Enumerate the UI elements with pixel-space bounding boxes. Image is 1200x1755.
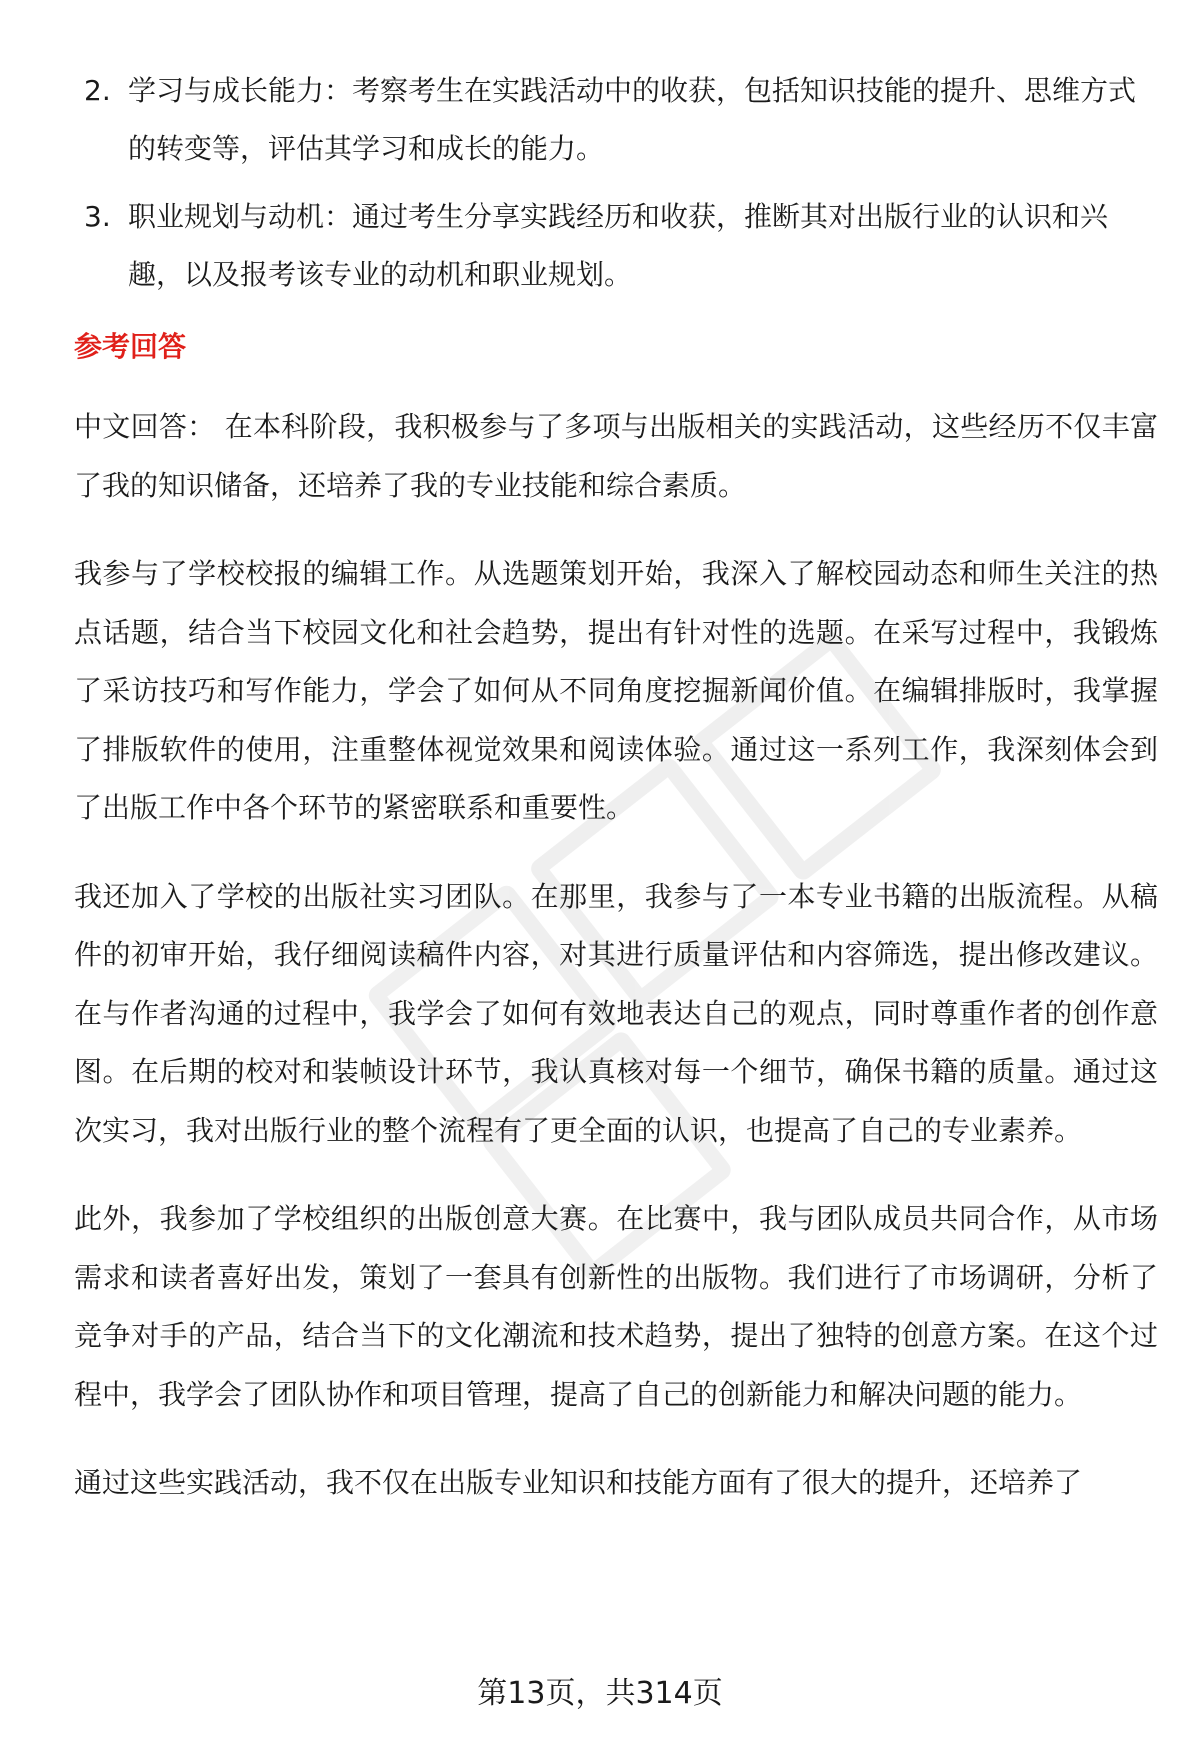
paragraph: 我还加入了学校的出版社实习团队。在那里，我参与了一本专业书籍的出版流程。从稿件的初审开始，我仔细阅读稿件内容，对其进行质量评估和内容筛选，提出修改建议。在与作者沟通的过程中，我学会了如何有效地表达自己的观点，同时尊重作者的创作意图。在后期的校对和装帧设计环节，我认真核对每一个细节，确保书籍的质量。通过这次实习，我对出版行业的整个流程有了更全面的认识，也提高了自己的专业素养。 [74,879,1158,1147]
list-item-number: 2. [84,74,111,107]
document-body [74,62,1158,1543]
paragraph: 我参与了学校校报的编辑工作。从选题策划开始，我深入了解校园动态和师生关注的热点话题，结合当下校园文化和社会趋势，提出有针对性的选题。在采写过程中，我锻炼了采访技巧和写作能力，学会了如何从不同角度挖掘新闻价值。在编辑排版时，我掌握了排版软件的使用，注重整体视觉效果和阅读体验。通过这一系列工作，我深刻体会到了出版工作中各个环节的紧密联系和重要性。 [74,557,1158,824]
paragraph: 中文回答： 在本科阶段，我积极参与了多项与出版相关的实践活动，这些经历不仅丰富了我的知识储备，还培养了我的专业技能和综合素质。 [74,410,1158,502]
paragraph: 通过这些实践活动，我不仅在出版专业知识和技能方面有了很大的提升，还培养了 [74,1466,1083,1499]
page-number: 第13页，共314页 [477,1676,723,1711]
list-item [74,188,1158,304]
list-item-text: 学习与成长能力：考察考生在实践活动中的收获，包括知识技能的提升、思维方式的转变等，评估其学习和成长的能力。 [128,74,1137,165]
paragraph: 此外，我参加了学校组织的出版创意大赛。在比赛中，我与团队成员共同合作，从市场需求和读者喜好出发，策划了一套具有创新性的出版物。我们进行了市场调研，分析了竞争对手的产品，结合当下的文化潮流和技术趋势，提出了独特的创意方案。在这个过程中，我学会了团队协作和项目管理，提高了自己的创新能力和解决问题的能力。 [74,1202,1158,1411]
list-item-number: 3. [84,200,111,233]
list-item-text: 职业规划与动机：通过考生分享实践经历和收获，推断其对出版行业的认识和兴趣，以及报考该专业的动机和职业规划。 [128,200,1109,291]
list-item [74,62,1158,178]
section-heading: 参考回答 [74,330,187,363]
criteria-list [74,62,1158,304]
